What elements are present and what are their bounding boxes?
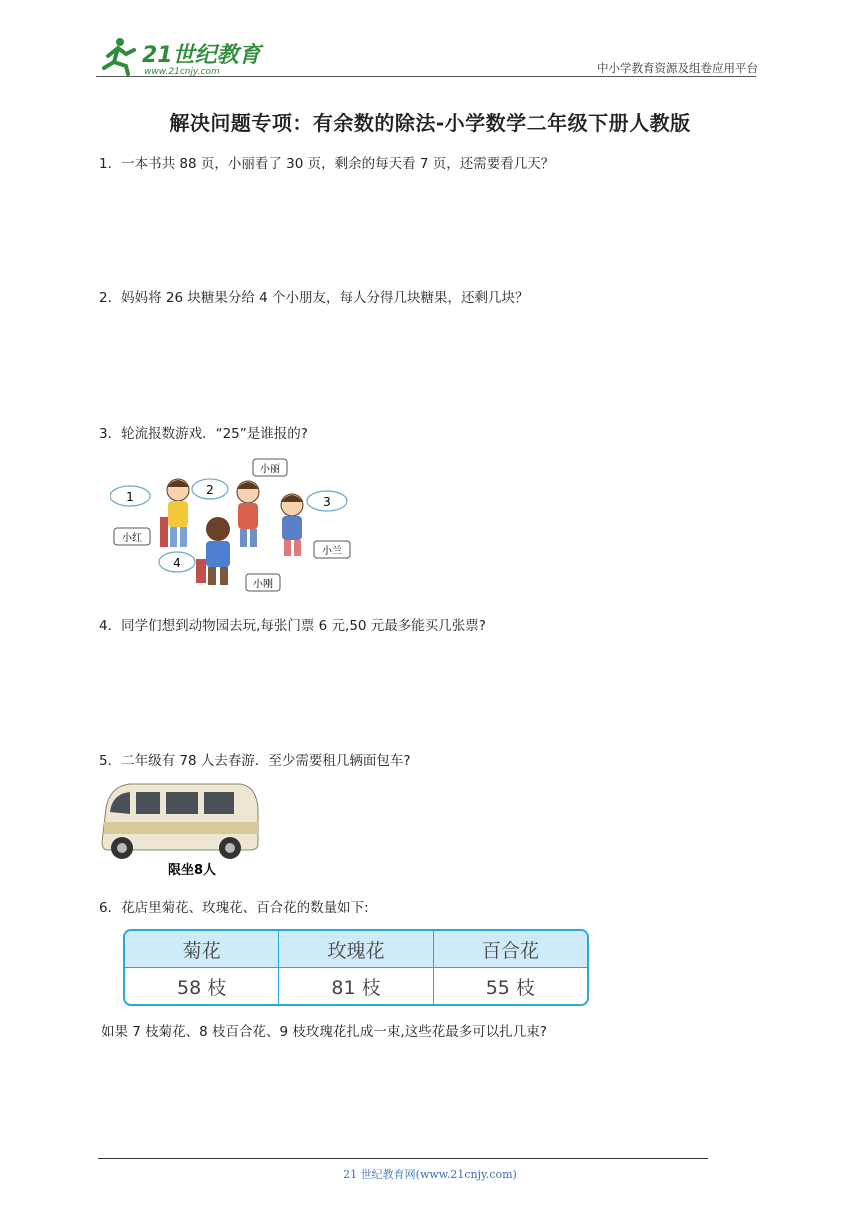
counting-game-figure [110,455,355,595]
question-6-followup: 如果 7 枝菊花、8 枝百合花、9 枝玫瑰花扎成一束,这些花最多可以扎几束? [101,1024,547,1040]
van-icon [102,784,258,859]
child-xiaohong [160,479,189,547]
name-tag-xiaoli [253,459,287,476]
question-1: 1．一本书共 88 页，小丽看了 30 页，剩余的每天看 7 页，还需要看几天？ [99,156,555,172]
table-cell: 55 枝 [485,976,535,999]
logo-url: www.21cnjy.com [144,67,220,77]
page-header [98,34,758,78]
name-tag-xiaogang [246,574,280,591]
header-divider [96,76,756,77]
question-2: 2．妈妈将 26 块糖果分给 4 个小朋友，每人分得几块糖果，还剩几块？ [99,290,529,306]
child-xiaolan [281,494,303,556]
cloud-number: 4 [173,556,181,570]
question-3: 3．轮流报数游戏．“25”是谁报的? [99,426,308,442]
name-label: 小红 [122,533,142,544]
van-capacity-caption: 限坐8人 [167,863,217,878]
question-6: 6．花店里菊花、玫瑰花、百合花的数量如下: [99,900,369,916]
number-cloud-2 [192,479,228,499]
table-header-cell: 百合花 [481,939,539,962]
question-5: 5．二年级有 78 人去春游．至少需要租几辆面包车? [99,753,411,769]
cloud-number: 2 [206,483,214,497]
question-4: 4．同学们想到动物园去玩,每张门票 6 元,50 元最多能买几张票? [99,618,486,634]
table-cell: 58 枝 [125,968,279,1004]
runner-icon [104,38,134,74]
child-xiaogang [196,517,230,585]
header-platform-text: 中小学教育资源及组卷应用平台 [597,61,758,75]
name-label: 小丽 [260,464,280,475]
minivan-figure [100,778,262,878]
name-label: 小刚 [253,579,273,590]
child-xiaoli [237,481,259,547]
number-cloud-3 [307,491,347,511]
cloud-number: 1 [126,490,134,504]
cloud-number: 3 [323,495,331,509]
flower-count-table [123,929,589,1006]
table-header-cell: 菊花 [125,931,279,967]
page-title: 解决问题专项：有余数的除法-小学数学二年级下册人教版 [169,111,691,135]
site-logo [98,34,268,78]
table-header-cell: 玫瑰花 [279,931,433,967]
table-cell: 81 枝 [279,968,433,1004]
name-label: 小兰 [322,546,342,557]
footer-link[interactable]: 21 世纪教育网(www.21cnjy.com) [343,1168,517,1181]
name-tag-xiaohong [114,528,150,545]
logo-text: 21世纪教育 [142,43,261,68]
number-cloud-1 [110,486,150,506]
table-row [125,968,587,1004]
name-tag-xiaolan [314,541,350,558]
table-header-row [125,931,587,968]
number-cloud-4 [159,552,195,572]
footer-divider [98,1158,708,1159]
